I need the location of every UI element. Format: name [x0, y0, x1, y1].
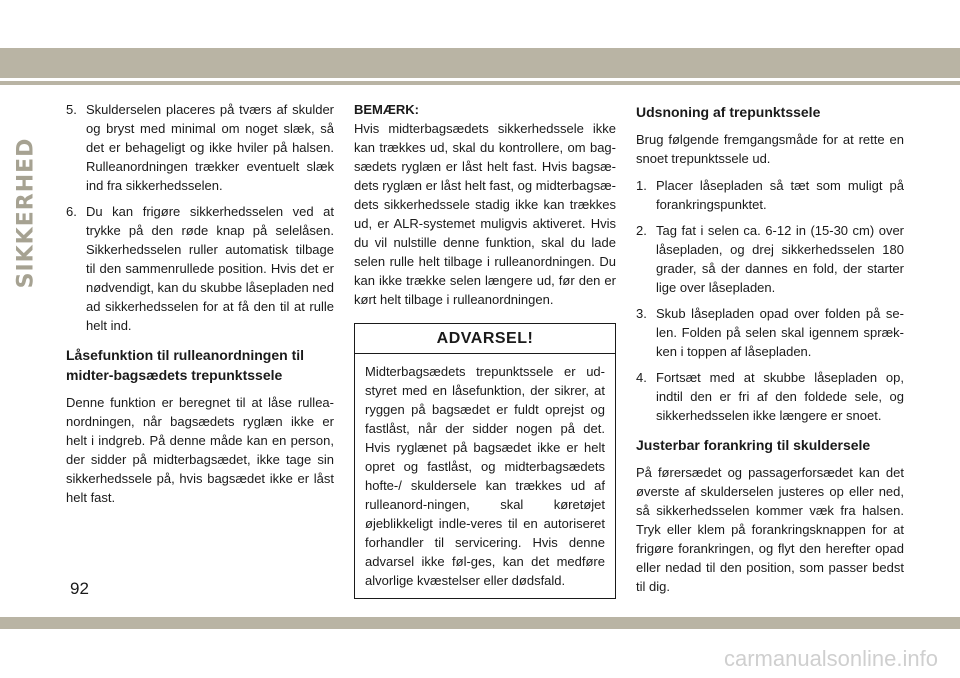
column-left [66, 100, 334, 507]
section-title: SIKKERHED [13, 137, 39, 289]
watermark: carmanualsonline.info [723, 646, 938, 671]
column-middle [354, 100, 616, 599]
note-title: BEMÆRK: [354, 102, 419, 117]
list-number: 3. [636, 306, 647, 321]
column-right [636, 100, 904, 596]
warning-title: ADVARSEL! [355, 324, 615, 354]
intro-paragraph: Brug følgende fremgangsmåde for at rette en snoet trepunktssele ud. [636, 132, 904, 166]
list-number: 6. [66, 204, 77, 219]
list-item [636, 221, 904, 297]
section-heading: Justerbar forankring til skuldersele [636, 437, 871, 453]
list-text: Du kan frigøre sikkerhedsselen ved at trykke på den røde knap på selelåsen. Sikkerhedsselen ruller automatisk tilbage til den sammenrullede position. Hvis det er nødvendigt, kan du skubbe låsepladen ned ad sikkerhedsselen for at få den til at rulle helt ind. [86, 204, 334, 333]
list-item [636, 368, 904, 425]
header-band [0, 48, 960, 78]
body-paragraph: På førersædet og passagerforsædet kan det øverste af skulderselen justeres op eller ned, så sikkerhedsselen kommer væk fra halsen. Tryk eller klem på forankringsknappen for at frigøre forankringen, og flyt den herefter opad eller nedad til den position, som passer bedst til dig. [636, 465, 904, 594]
list-number: 5. [66, 102, 77, 117]
footer-band [0, 617, 960, 629]
header-rule [0, 81, 960, 85]
spacer [636, 168, 904, 176]
list-text: Fortsæt med at skubbe låsepladen op, indtil den er fri af den foldede sele, og sikkerhedsselen ikke længere er snoet. [656, 370, 904, 423]
list-item [636, 304, 904, 361]
list-item [66, 202, 334, 335]
warning-box [354, 323, 616, 599]
list-item [636, 176, 904, 214]
list-text: Placer låsepladen så tæt som muligt på forankringspunktet. [656, 178, 904, 212]
body-paragraph: Denne funktion er beregnet til at låse rullea-nordningen, når bagsædets ryglæn ikke er helt i indgreb. På denne måde kan en person, der sidder på midterbagsædet, ikke tage sin sikkerhedssele på, hvis bagsædet ikke er låst helt fast. [66, 395, 334, 505]
list-item [66, 100, 334, 195]
note-text: Hvis midterbagsædets sikkerhedssele ikke kan trækkes ud, skal du kontrollere, om bag-sædets ryglæn er låst helt fast. Hvis bagsæ-dets ryglæn er låst helt fast, og midterbagsæ-dets sikkerhedssele stadig ikke kan trækkes ud, er ALR-systemet muligvis aktiveret. Hvis du vil nulstille denne funktion, skal du lade selen rulle helt tilbage i rulleanordningen. Du kan ikke trække selen længere ud, før den er kørt helt tilbage i rulleanordningen. [354, 121, 616, 307]
list-number: 1. [636, 178, 647, 193]
list-number: 2. [636, 223, 647, 238]
page-number: 92 [70, 579, 89, 598]
warning-text: Midterbagsædets trepunktssele er ud-styret med en låsefunktion, der sikrer, at ryggen på bagsædet er fuldt oprejst og fastlåst, når der sidder nogen på det. Hvis ryglænet på bagsædet ikke er helt opret og fastlåst, og midterbagsædets hofte-/ skuldersele kan trækkes ud af rulleanord-ningen, skal køretøjet øjeblikkeligt indle-veres til en autoriseret forhandler til servicering. Hvis denne advarsel ikke føl-ges, kan det medføre alvorlige kvæstelser eller dødsfald. [365, 364, 605, 588]
list-text: Skulderselen placeres på tværs af skulder og bryst med minimal om noget slæk, så det er behageligt og ikke hviler på halsen. Rulleanordningen trækker eventuelt slæk ind fra sikkerhedsselen. [86, 102, 334, 193]
list-text: Tag fat i selen ca. 6-12 in (15-30 cm) over låsepladen, og drej sikkerhedsselen 180 grader, så der dannes en fold, der starter lige over låsepladen. [656, 223, 904, 295]
section-heading: Låsefunktion til rulleanordningen til midter-bagsædets trepunktssele [66, 347, 305, 383]
section-heading: Udsnoning af trepunktssele [636, 104, 821, 120]
list-number: 4. [636, 370, 647, 385]
list-text: Skub låsepladen opad over folden på se-len. Folden på selen skal igennem spræk-ken i toppen af låsepladen. [656, 306, 904, 359]
